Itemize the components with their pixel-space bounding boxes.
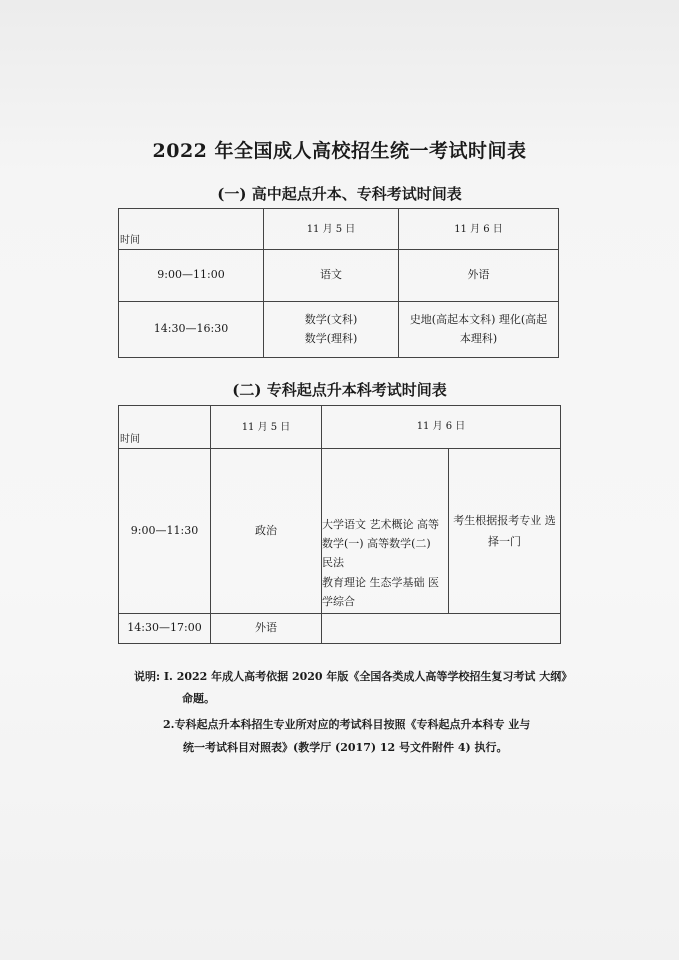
subject-line: 教育理论 生态学基础 医 [322, 575, 439, 589]
schedule-table-1 [118, 208, 559, 358]
table-row [119, 250, 559, 302]
header-day2: 11 月 6 日 [322, 406, 561, 449]
row-time: 14:30—17:00 [119, 614, 211, 644]
row-day2-subject-list [322, 449, 449, 614]
section2-subtitle: (二) 专科起点升本科考试时间表 [232, 381, 447, 399]
document-title: 2022 年全国成人高校招生统一考试时间表 [152, 140, 527, 162]
subject-line: 学综合 [322, 594, 355, 608]
row-day1-subject [264, 302, 399, 358]
schedule-table-2 [118, 405, 561, 644]
subject-line: 大学语文 艺术概论 高等 [322, 517, 439, 531]
table-row [119, 449, 561, 614]
section1-subtitle: (一) 高中起点升本、专科考试时间表 [217, 185, 462, 203]
row-day2-subject [322, 614, 561, 644]
header-day1: 11 月 5 日 [264, 209, 399, 250]
row-time: 14:30—16:30 [119, 302, 264, 358]
row-day1-subject: 外语 [211, 614, 322, 644]
note-1-continued: 命题。 [182, 692, 215, 705]
subject-line: 数学(一) 高等数学(二) [322, 537, 431, 550]
row-day2-instruction [449, 449, 561, 614]
row-day2-subject [399, 302, 559, 358]
table-row [119, 614, 561, 644]
header-day2: 11 月 6 日 [399, 209, 559, 250]
table-row [119, 302, 559, 358]
row-day1-subject: 政治 [211, 449, 322, 614]
table-header-row [119, 209, 559, 250]
row-day1-subject: 语文 [264, 250, 399, 302]
row-day2-subject: 外语 [399, 250, 559, 302]
instruction-line: 考生根据报考专业 选 [453, 514, 556, 527]
table-header-row [119, 406, 561, 449]
subject-line: 数学(理科) [304, 331, 358, 345]
instruction-line: 择一门 [488, 534, 521, 548]
subject-line: 数学(文科) [304, 312, 358, 326]
header-day1: 11 月 5 日 [211, 406, 322, 449]
header-time: 时间 [119, 209, 264, 250]
note-2: 2.专科起点升本科招生专业所对应的考试科目按照《专科起点升本科专 业与 [163, 718, 531, 731]
row-time: 9:00—11:00 [119, 250, 264, 302]
subject-line: 史地(高起本文科) 理化(高起 [409, 312, 548, 326]
header-time: 时间 [119, 406, 211, 449]
row-time: 9:00—11:30 [119, 449, 211, 614]
note-1: 说明: I. 2022 年成人高考依据 2020 年版《全国各类成人高等学校招生复习考试 大纲》 [134, 670, 573, 683]
subject-line: 民法 [322, 556, 344, 570]
subject-line: 本理科) [459, 331, 498, 345]
note-2-continued: 统一考试科目对照表》(教学厅 (2017) 12 号文件附件 4) 执行。 [183, 741, 508, 754]
